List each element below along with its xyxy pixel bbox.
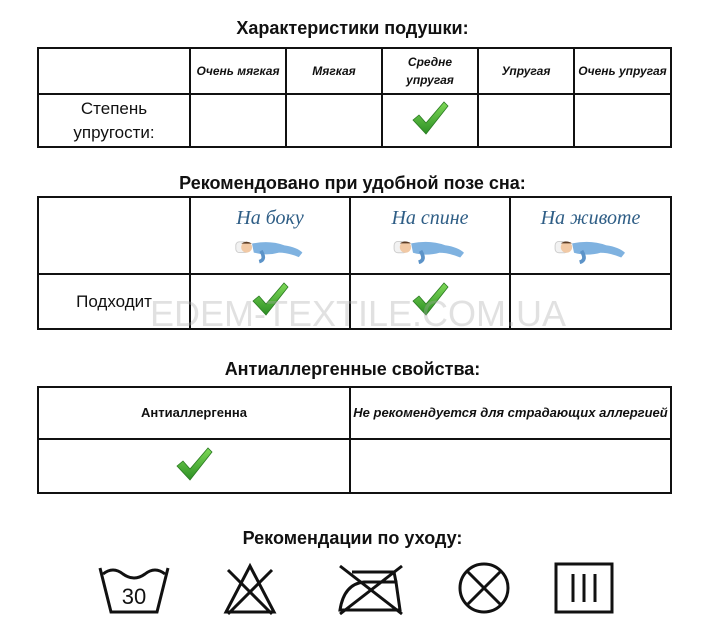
firmness-cell (286, 94, 382, 147)
sleep-cell-back (350, 274, 510, 329)
firmness-col-very-soft: Очень мягкая (190, 48, 286, 94)
no-iron-icon (336, 560, 406, 616)
allergy-col-antiallergenic: Антиаллергенна (38, 387, 350, 439)
no-bleach-icon (222, 560, 278, 616)
pose-label-side: На боку (236, 207, 304, 229)
firmness-row-label: Степень упругости: (38, 94, 190, 147)
stomach-sleeper-icon (552, 232, 630, 266)
line-dry-icon (553, 560, 615, 616)
firmness-cell (190, 94, 286, 147)
wash-30-icon (97, 560, 171, 616)
allergy-cell-not-recommended (350, 439, 671, 493)
pose-label-back: На спине (391, 207, 469, 229)
wash-temp-label: 30 (121, 584, 147, 609)
firmness-col-very-firm: Очень упругая (574, 48, 671, 94)
allergy-title: Антиаллергенные свойства: (224, 359, 481, 379)
firmness-col-firm: Упругая (478, 48, 574, 94)
pose-label-stomach: На животе (540, 207, 641, 229)
allergy-cell-antiallergenic (38, 439, 350, 493)
sleep-pos-stomach (510, 197, 671, 274)
checkmark-icon (250, 279, 290, 319)
firmness-title: Характеристики подушки: (236, 18, 469, 38)
care-title: Рекомендации по уходу: (242, 528, 463, 548)
watermark: EDEM-TEXTILE.COM.UA (150, 293, 567, 334)
side-sleeper-icon (234, 232, 306, 266)
back-sleeper-icon (389, 232, 471, 266)
sleep-table (37, 196, 672, 330)
firmness-cell (478, 94, 574, 147)
firmness-col-soft: Мягкая (286, 48, 382, 94)
sleep-pos-back (350, 197, 510, 274)
checkmark-icon (410, 98, 450, 138)
checkmark-icon (174, 444, 214, 484)
sleep-cell-stomach (510, 274, 671, 329)
sleep-title: Рекомендовано при удобной позе сна: (179, 173, 526, 193)
allergy-table (37, 386, 672, 494)
allergy-col-not-recommended: Не рекомендуется для страдающих аллергией (350, 387, 671, 439)
sleep-row-label: Подходит (38, 274, 190, 329)
firmness-cell-selected (382, 94, 478, 147)
firmness-col-medium: Средне упругая (382, 48, 478, 94)
no-dry-clean-icon (456, 560, 512, 616)
sleep-cell-side (190, 274, 350, 329)
sleep-pos-side (190, 197, 350, 274)
firmness-table (37, 47, 672, 148)
firmness-corner-cell (38, 48, 190, 94)
sleep-corner-cell (38, 197, 190, 274)
firmness-cell (574, 94, 671, 147)
checkmark-icon (410, 279, 450, 319)
